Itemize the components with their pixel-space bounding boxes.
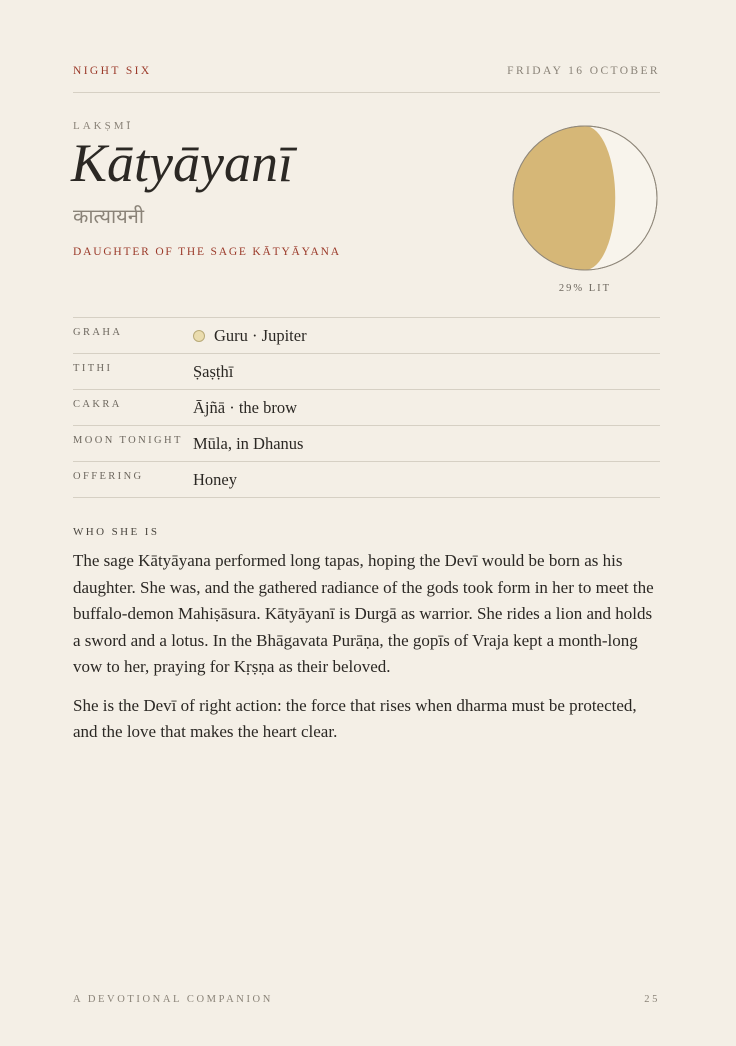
attribute-value — [193, 326, 307, 346]
deity-subtitle: DAUGHTER OF THE SAGE KĀTYĀYANA — [73, 246, 341, 258]
section-heading: WHO SHE IS — [73, 526, 160, 538]
moon-lit-crescent — [513, 126, 615, 270]
running-header — [73, 65, 660, 77]
header-divider — [73, 92, 660, 93]
attribute-row-offering — [73, 461, 660, 498]
attribute-value: Mūla, in Dhanus — [193, 434, 304, 453]
attribute-value: Honey — [193, 470, 237, 489]
planet-swatch-icon — [193, 330, 205, 342]
page — [73, 0, 660, 1046]
attribute-row-tithi — [73, 353, 660, 389]
moon-illumination-caption: 29% LIT — [558, 283, 612, 294]
attribute-label: GRAHA — [73, 327, 123, 338]
section-body — [73, 548, 660, 758]
attribute-row-moon-tonight — [73, 425, 660, 461]
attribute-label: TITHI — [73, 363, 113, 374]
attribute-value: Ṣaṣṭhī — [193, 362, 234, 381]
page-number: 25 — [644, 994, 660, 1005]
body-paragraph: The sage Kātyāyana performed long tapas, hoping the Devī would be born as his daughter. She was, and the gathered radiance of the gods took form in her to meet the buffalo-demon Mahiṣāsura. Kātyāyanī is Durgā as warrior. She rides a lion and holds a sword and a lotus. In the Bhāgavata Purāṇa, the gopīs of Vraja kept a month-long vow to her, praying for Kṛṣṇa as their beloved. — [73, 551, 654, 676]
night-label: NIGHT SIX — [73, 65, 152, 77]
book-title: A DEVOTIONAL COMPANION — [73, 994, 273, 1005]
deity-name-devanagari: कात्यायनी — [73, 204, 144, 228]
attribute-label: CAKRA — [73, 399, 122, 410]
running-footer — [73, 994, 660, 1005]
attribute-value: Ājñā · the brow — [193, 398, 298, 417]
deity-name: Kātyāyanī — [71, 133, 293, 193]
attribute-label: OFFERING — [73, 471, 144, 482]
date-label: FRIDAY 16 OCTOBER — [507, 65, 660, 77]
attributes-table — [73, 317, 660, 498]
deity-epithet: LAKṢMĪ — [73, 120, 134, 132]
attribute-label: MOON TONIGHT — [73, 435, 183, 446]
moon-phase-icon — [511, 124, 659, 272]
attribute-value-text: Guru · Jupiter — [214, 326, 307, 345]
attribute-row-graha — [73, 317, 660, 353]
attribute-row-cakra — [73, 389, 660, 425]
body-paragraph: She is the Devī of right action: the force that rises when dharma must be protected, and the love that makes the heart clear. — [73, 695, 637, 741]
